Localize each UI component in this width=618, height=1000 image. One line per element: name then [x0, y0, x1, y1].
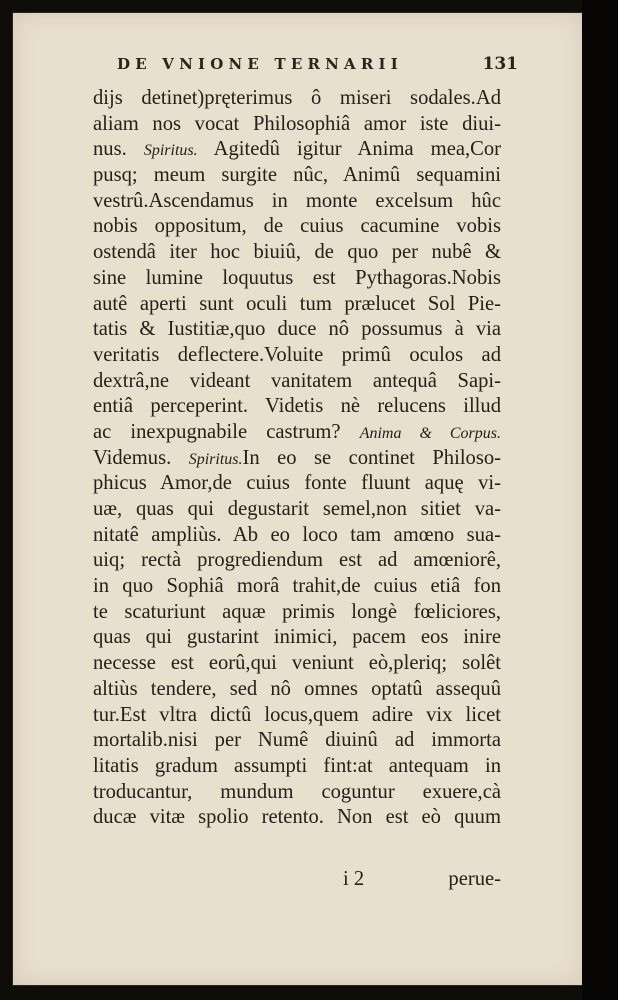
text-segment: sine lumine loquutus est Pythagoras.Nobis [93, 266, 501, 289]
text-segment: pusq; meum surgite nûc, Animû sequamini [93, 164, 501, 187]
text-line [93, 137, 501, 163]
text-segment: altiùs tendere, sed nô omnes optatû assequû [93, 677, 501, 700]
text-segment: ostendâ iter hoc biuiû, de quo per nubê & [93, 241, 501, 264]
text-segment: ducæ vitæ spolio retento. Non est eò quum [93, 806, 501, 829]
text-line [93, 189, 501, 215]
text-segment: Videmus. [93, 446, 189, 469]
text-segment: nitatê ampliùs. Ab eo loco tam amœno sua- [93, 523, 501, 546]
text-line [93, 369, 501, 395]
scan-background-edge [582, 0, 618, 1000]
text-segment: Agitedû igitur Anima mea,Cor [197, 138, 502, 161]
text-line [93, 574, 501, 600]
text-line [93, 86, 501, 112]
text-segment: In eo se continet Philoso- [242, 446, 502, 469]
text-line [93, 112, 501, 138]
text-line [93, 600, 501, 626]
text-line [93, 677, 501, 703]
text-segment: ac inexpugnabile castrum? [93, 420, 360, 443]
text-line [93, 446, 501, 472]
text-segment: entiâ perceperint. Videtis nè relucens illud [93, 395, 501, 418]
page-number: 131 [482, 54, 518, 74]
text-line [93, 548, 501, 574]
text-line [93, 651, 501, 677]
book-page [12, 12, 584, 986]
text-line [93, 471, 501, 497]
text-line [93, 780, 501, 806]
text-line [93, 497, 501, 523]
text-line [93, 317, 501, 343]
speaker-label: Anima & Corpus. [359, 424, 501, 442]
text-line [93, 805, 501, 831]
text-segment: autê aperti sunt oculi tum prælucet Sol Pie- [93, 292, 501, 315]
text-segment: necesse est eorû,qui veniunt eò,pleriq; solêt [93, 652, 501, 675]
text-segment: te scaturiunt aquæ primis longè fœliciores, [93, 600, 501, 623]
text-segment: tur.Est vltra dictû locus,quem adire vix licet [93, 703, 501, 726]
text-line [93, 214, 501, 240]
text-segment: dextrâ,ne videant vanitatem antequâ Sapi- [93, 369, 501, 392]
text-line [93, 266, 501, 292]
text-line [93, 343, 501, 369]
text-segment: phicus Amor,de cuius fonte fluunt aquę vi- [93, 472, 501, 495]
text-line [93, 625, 501, 651]
text-segment: uiq; rectà progrediendum est ad amœniorê, [93, 549, 501, 572]
text-segment: dijs detinet)pręterimus ô miseri sodales.Ad [93, 87, 501, 109]
text-segment: nobis oppositum, de cuius cacumine vobis [93, 215, 501, 238]
text-line [93, 728, 501, 754]
page-footer [93, 868, 501, 898]
text-segment: mortalib.nisi per Numê diuinû ad immorta [93, 729, 501, 752]
text-line [93, 292, 501, 318]
text-segment: troducantur, mundum coguntur exuere,cà [93, 780, 501, 803]
signature-mark: i 2 [343, 868, 365, 890]
running-title: DE VNIONE TERNARII [117, 55, 403, 73]
speaker-label: Spiritus. [143, 142, 198, 160]
text-segment: tatis & Iustitiæ,quo duce nô possumus à via [93, 318, 501, 341]
text-segment: vestrû.Ascendamus in monte excelsum hûc [93, 189, 501, 212]
text-segment: veritatis deflectere.Voluite primû oculos ad [93, 343, 501, 366]
text-segment: in quo Sophiâ morâ trahit,de cuius etiâ fon [93, 575, 501, 598]
catchword: perue- [448, 868, 501, 890]
text-line [93, 163, 501, 189]
text-segment: quas qui gustarint inimici, pacem eos inire [93, 626, 501, 649]
text-segment: litatis gradum assumpti fint:at antequam in [93, 754, 501, 777]
text-line [93, 523, 501, 549]
text-line [93, 240, 501, 266]
text-line [93, 394, 501, 420]
text-line [93, 754, 501, 780]
text-segment: aliam nos vocat Philosophiâ amor iste diui- [93, 112, 501, 135]
text-line [93, 420, 501, 446]
text-segment: nus. [93, 138, 144, 161]
text-segment: uæ, quas qui degustarit semel,non sitiet va- [93, 498, 501, 520]
text-line [93, 703, 501, 729]
speaker-label: Spiritus. [188, 450, 243, 468]
page-header [93, 53, 518, 83]
body-text [93, 86, 501, 831]
